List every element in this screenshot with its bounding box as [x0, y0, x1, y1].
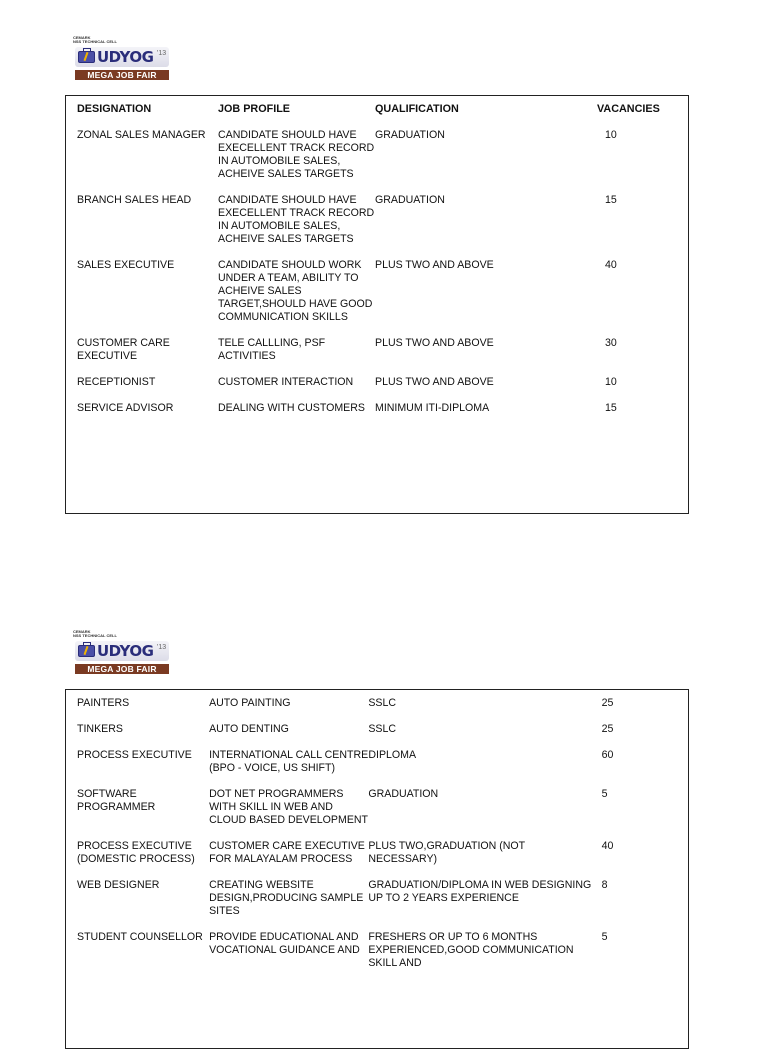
logo-band-text: MEGA JOB FAIR [75, 70, 169, 80]
cell-vacancies: 8 [601, 879, 608, 891]
table-row [66, 723, 688, 749]
cell-qualification: GRADUATION/DIPLOMA IN WEB DESIGNING UP TO 2 YEARS EXPERIENCE [368, 879, 592, 904]
cell-vacancies: 15 [605, 402, 617, 414]
cell-vacancies: 30 [605, 337, 617, 349]
table-row [66, 749, 688, 788]
cell-job-profile: CUSTOMER CARE EXECUTIVE FOR MALAYALAM PROCESS [209, 840, 365, 865]
cell-job-profile: DOT NET PROGRAMMERS WITH SKILL IN WEB AND CLOUD BASED DEVELOPMENT [209, 788, 369, 826]
logo-brand-year: '13 [157, 644, 167, 651]
logo-small-line-1: CEMARK [73, 35, 91, 40]
cell-designation: PROCESS EXECUTIVE [77, 749, 192, 761]
header-qualification: QUALIFICATION [375, 103, 459, 115]
cell-qualification: PLUS TWO AND ABOVE [375, 337, 494, 349]
logo-emblem [75, 47, 169, 67]
cell-job-profile: CANDIDATE SHOULD HAVE EXECELLENT TRACK RECORD IN AUTOMOBILE SALES, ACHEIVE SALES TARGETS [218, 194, 375, 245]
cell-job-profile: DEALING WITH CUSTOMERS [218, 402, 365, 414]
cell-designation: PAINTERS [77, 697, 130, 709]
cell-designation: PROCESS EXECUTIVE (DOMESTIC PROCESS) [77, 840, 195, 865]
table-row [66, 402, 690, 428]
cell-qualification: PLUS TWO,GRADUATION (NOT NECESSARY) [368, 840, 525, 865]
cell-designation: ZONAL SALES MANAGER [77, 129, 206, 141]
briefcase-icon [78, 645, 95, 657]
logo-small-text [73, 36, 117, 44]
cell-designation: BRANCH SALES HEAD [77, 194, 192, 206]
cell-designation: WEB DESIGNER [77, 879, 160, 891]
cell-job-profile: CUSTOMER INTERACTION [218, 376, 354, 388]
table-row [66, 376, 690, 402]
cell-qualification: MINIMUM ITI-DIPLOMA [375, 402, 490, 414]
cell-qualification: DIPLOMA [368, 749, 417, 761]
table-row [66, 194, 690, 259]
cell-designation: RECEPTIONIST [77, 376, 156, 388]
logo-small-line-2: NSS TECHNICAL CELL [73, 633, 117, 638]
table-row [66, 337, 690, 376]
cell-vacancies: 60 [601, 749, 614, 761]
cell-job-profile: TELE CALLLING, PSF ACTIVITIES [218, 337, 326, 362]
header-designation: DESIGNATION [77, 103, 152, 115]
jobs-table-2 [65, 689, 689, 1049]
cell-qualification: GRADUATION [375, 194, 445, 206]
cell-vacancies: 15 [605, 194, 617, 206]
cell-qualification: GRADUATION [375, 129, 445, 141]
logo-brand-year: '13 [157, 50, 167, 57]
cell-qualification: SSLC [368, 697, 397, 709]
cell-designation: SERVICE ADVISOR [77, 402, 174, 414]
header-vacancies: VACANCIES [597, 103, 660, 115]
cell-job-profile: AUTO DENTING [209, 723, 289, 735]
cell-vacancies: 5 [601, 788, 608, 800]
cell-vacancies: 40 [605, 259, 617, 271]
cell-vacancies: 40 [601, 840, 614, 852]
company-logo [73, 36, 173, 82]
cell-designation: TINKERS [77, 723, 123, 735]
table-row [66, 931, 688, 983]
logo-emblem [75, 641, 169, 661]
cell-vacancies: 25 [601, 697, 614, 709]
cell-designation: SOFTWARE PROGRAMMER [77, 788, 156, 813]
cell-qualification: GRADUATION [368, 788, 439, 800]
cell-job-profile: PROVIDE EDUCATIONAL AND VOCATIONAL GUIDANCE AND [209, 931, 360, 956]
table-row [66, 259, 690, 337]
cell-job-profile: CREATING WEBSITE DESIGN,PRODUCING SAMPLE SITES [209, 879, 364, 917]
cell-job-profile: AUTO PAINTING [209, 697, 291, 709]
header-job-profile: JOB PROFILE [218, 103, 290, 115]
logo-brand-text: UDYOG [97, 48, 154, 66]
briefcase-icon [78, 51, 95, 63]
cell-vacancies: 10 [605, 376, 617, 388]
cell-job-profile: INTERNATIONAL CALL CENTRE (BPO - VOICE, US SHIFT) [209, 749, 369, 774]
cell-job-profile: CANDIDATE SHOULD WORK UNDER A TEAM, ABILITY TO ACHEIVE SALES TARGET,SHOULD HAVE GOOD COMMUNICATION SKILLS [218, 259, 373, 323]
cell-vacancies: 10 [605, 129, 617, 141]
logo-brand-text: UDYOG [97, 642, 154, 660]
table-row [66, 840, 688, 879]
table-header-row [66, 103, 690, 129]
logo-small-line-1: CEMARK [73, 629, 91, 634]
logo-small-text [73, 630, 117, 638]
jobs-table-1 [65, 95, 689, 514]
cell-vacancies: 5 [601, 931, 608, 943]
table-row [66, 788, 688, 840]
cell-designation: SALES EXECUTIVE [77, 259, 175, 271]
cell-qualification: FRESHERS OR UP TO 6 MONTHS EXPERIENCED,GOOD COMMUNICATION SKILL AND [368, 931, 574, 969]
cell-vacancies: 25 [601, 723, 614, 735]
cell-job-profile: CANDIDATE SHOULD HAVE EXECELLENT TRACK RECORD IN AUTOMOBILE SALES, ACHEIVE SALES TARGETS [218, 129, 375, 180]
logo-small-line-2: NSS TECHNICAL CELL [73, 39, 117, 44]
cell-qualification: PLUS TWO AND ABOVE [375, 376, 494, 388]
table-row [66, 697, 688, 723]
cell-designation: CUSTOMER CARE EXECUTIVE [77, 337, 170, 362]
table-row [66, 879, 688, 931]
company-logo [73, 630, 173, 676]
cell-designation: STUDENT COUNSELLOR [77, 931, 203, 943]
cell-qualification: SSLC [368, 723, 397, 735]
table-row [66, 129, 690, 194]
logo-band-text: MEGA JOB FAIR [75, 664, 169, 674]
cell-qualification: PLUS TWO AND ABOVE [375, 259, 494, 271]
